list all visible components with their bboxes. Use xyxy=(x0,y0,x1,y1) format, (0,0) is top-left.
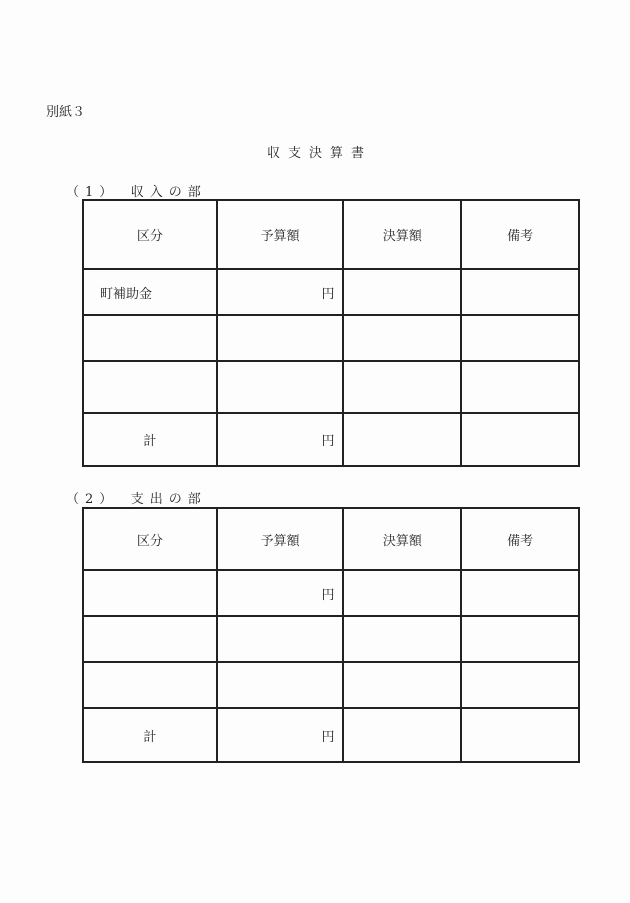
total-label: 計 xyxy=(83,708,217,762)
total-label: 計 xyxy=(83,413,217,466)
expense-table xyxy=(82,507,580,763)
budget-cell[interactable] xyxy=(217,315,344,361)
page-title: 収支決算書 xyxy=(267,146,373,161)
remarks-cell[interactable] xyxy=(461,662,579,708)
column-header: 区分 xyxy=(83,200,217,269)
table-row xyxy=(83,315,579,361)
settlement-total-cell[interactable] xyxy=(343,413,461,466)
column-header: 予算額 xyxy=(217,508,344,570)
column-header: 決算額 xyxy=(343,508,461,570)
column-header: 備考 xyxy=(461,508,579,570)
category-cell[interactable]: 町補助金 xyxy=(83,269,217,315)
settlement-cell[interactable] xyxy=(343,361,461,413)
settlement-cell[interactable] xyxy=(343,570,461,616)
table-row xyxy=(83,616,579,662)
category-cell[interactable] xyxy=(83,662,217,708)
budget-total-cell[interactable]: 円 xyxy=(217,708,344,762)
table-header-row xyxy=(83,200,579,269)
budget-total-cell[interactable]: 円 xyxy=(217,413,344,466)
settlement-total-cell[interactable] xyxy=(343,708,461,762)
settlement-cell[interactable] xyxy=(343,616,461,662)
settlement-cell[interactable] xyxy=(343,269,461,315)
total-row xyxy=(83,413,579,466)
income-table xyxy=(82,199,580,467)
remarks-cell[interactable] xyxy=(461,708,579,762)
category-cell[interactable] xyxy=(83,315,217,361)
table-row xyxy=(83,662,579,708)
remarks-cell[interactable] xyxy=(461,269,579,315)
table-row xyxy=(83,269,579,315)
table-row xyxy=(83,570,579,616)
budget-cell[interactable] xyxy=(217,361,344,413)
budget-cell[interactable]: 円 xyxy=(217,570,344,616)
column-header: 予算額 xyxy=(217,200,344,269)
category-cell[interactable] xyxy=(83,361,217,413)
table-header-row xyxy=(83,508,579,570)
category-cell[interactable] xyxy=(83,570,217,616)
table-row xyxy=(83,361,579,413)
total-row xyxy=(83,708,579,762)
expense-section-label: （2） 支出の部 xyxy=(66,492,207,507)
settlement-cell[interactable] xyxy=(343,315,461,361)
budget-cell[interactable] xyxy=(217,616,344,662)
remarks-cell[interactable] xyxy=(461,315,579,361)
column-header: 区分 xyxy=(83,508,217,570)
budget-cell[interactable] xyxy=(217,662,344,708)
remarks-cell[interactable] xyxy=(461,413,579,466)
budget-cell[interactable]: 円 xyxy=(217,269,344,315)
category-cell[interactable] xyxy=(83,616,217,662)
attachment-label: 別紙３ xyxy=(46,105,86,120)
column-header: 決算額 xyxy=(343,200,461,269)
income-section-label: （1） 収入の部 xyxy=(66,185,207,200)
settlement-cell[interactable] xyxy=(343,662,461,708)
remarks-cell[interactable] xyxy=(461,616,579,662)
remarks-cell[interactable] xyxy=(461,570,579,616)
remarks-cell[interactable] xyxy=(461,361,579,413)
column-header: 備考 xyxy=(461,200,579,269)
